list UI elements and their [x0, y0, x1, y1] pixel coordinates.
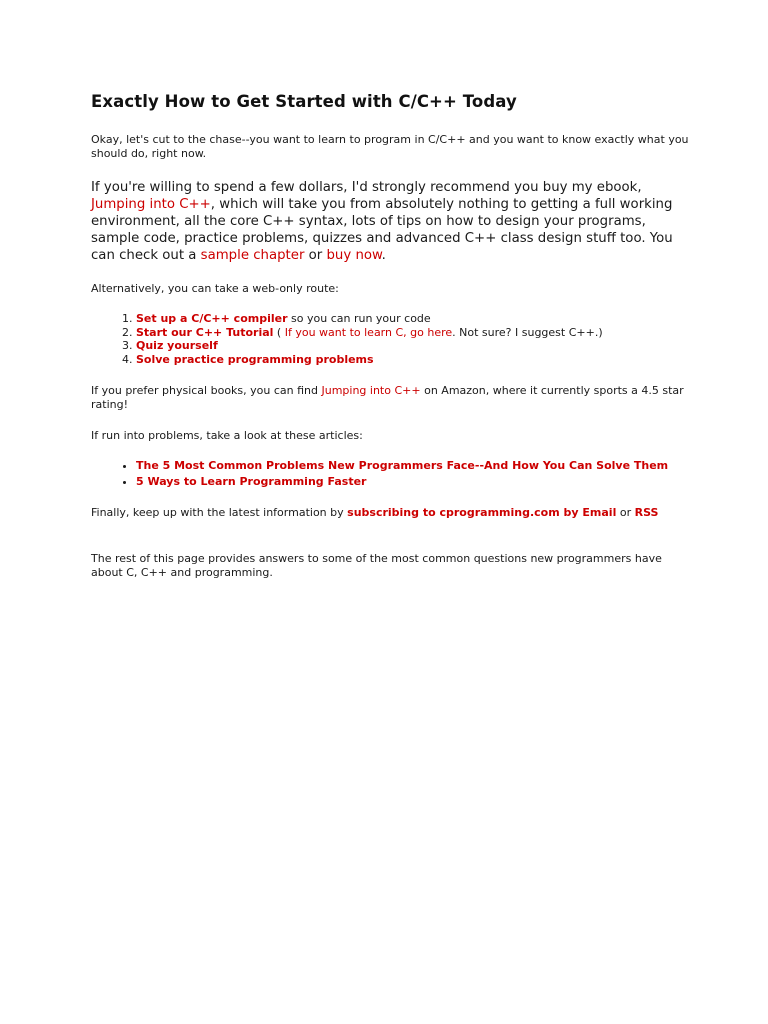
- intro-paragraph: Okay, let's cut to the chase--you want to learn to program in C/C++ and you want to know exactly what you should do, right now.: [91, 133, 689, 160]
- learn-faster-link[interactable]: 5 Ways to Learn Programming Faster: [136, 474, 367, 488]
- list-item: [136, 326, 691, 340]
- ebook-text-middle: , which will take you from absolutely nothing to getting a full working environment, all the core C++ syntax, lots of tips on how to design your programs, sample code, practice problems, quizzes and advanced C++ class design stuff too. You can check out a: [91, 197, 673, 263]
- compiler-link[interactable]: Set up a C/C++ compiler: [136, 312, 288, 325]
- ebook-link[interactable]: Jumping into C++: [91, 197, 211, 212]
- page-title: Exactly How to Get Started with C/C++ Today: [91, 92, 517, 111]
- ebook-text-end: .: [381, 248, 386, 263]
- list-item: [136, 339, 691, 353]
- steps-list: [91, 312, 691, 366]
- subscribe-paragraph: [91, 506, 691, 520]
- practice-problems-link[interactable]: Solve practice programming problems: [136, 352, 374, 366]
- books-text-before: If you prefer physical books, you can find: [91, 384, 322, 397]
- ebook-text-or: or: [304, 248, 327, 263]
- step-text: . Not sure? I suggest C++.): [452, 325, 603, 339]
- books-paragraph: [91, 384, 691, 412]
- subscribe-text-or: or: [616, 506, 635, 519]
- step-text: so you can run your code: [287, 312, 431, 325]
- learn-c-link[interactable]: If you want to learn C, go here: [284, 325, 453, 339]
- ebook-paragraph: [91, 179, 691, 264]
- email-subscribe-link[interactable]: subscribing to cprogramming.com by Email: [347, 506, 617, 519]
- rss-link[interactable]: RSS: [634, 506, 659, 519]
- list-item: [136, 475, 691, 489]
- list-item: [136, 312, 691, 326]
- tutorial-link[interactable]: Start our C++ Tutorial: [136, 325, 274, 339]
- alt-route-paragraph: Alternatively, you can take a web-only route:: [91, 282, 339, 295]
- document-page: [91, 92, 691, 580]
- list-item: [136, 459, 691, 473]
- quiz-link[interactable]: Quiz yourself: [136, 339, 218, 352]
- buy-now-link[interactable]: buy now: [326, 248, 382, 263]
- rest-paragraph: The rest of this page provides answers to some of the most common questions new programmers have about C, C++ and programming.: [91, 552, 662, 579]
- books-text-after: on Amazon, where it currently sports a 4.5 star rating!: [91, 384, 684, 411]
- sample-chapter-link[interactable]: sample chapter: [200, 248, 305, 263]
- common-problems-link[interactable]: The 5 Most Common Problems New Programmers Face--And How You Can Solve Them: [136, 459, 669, 472]
- amazon-book-link[interactable]: Jumping into C++: [321, 384, 421, 397]
- subscribe-text-before: Finally, keep up with the latest information by: [91, 506, 348, 519]
- list-item: [136, 353, 691, 367]
- step-text: (: [273, 325, 285, 339]
- problems-intro-paragraph: If run into problems, take a look at these articles:: [91, 429, 363, 442]
- ebook-text-before: If you're willing to spend a few dollars, I'd strongly recommend you buy my ebook,: [91, 180, 642, 195]
- articles-list: [91, 459, 691, 488]
